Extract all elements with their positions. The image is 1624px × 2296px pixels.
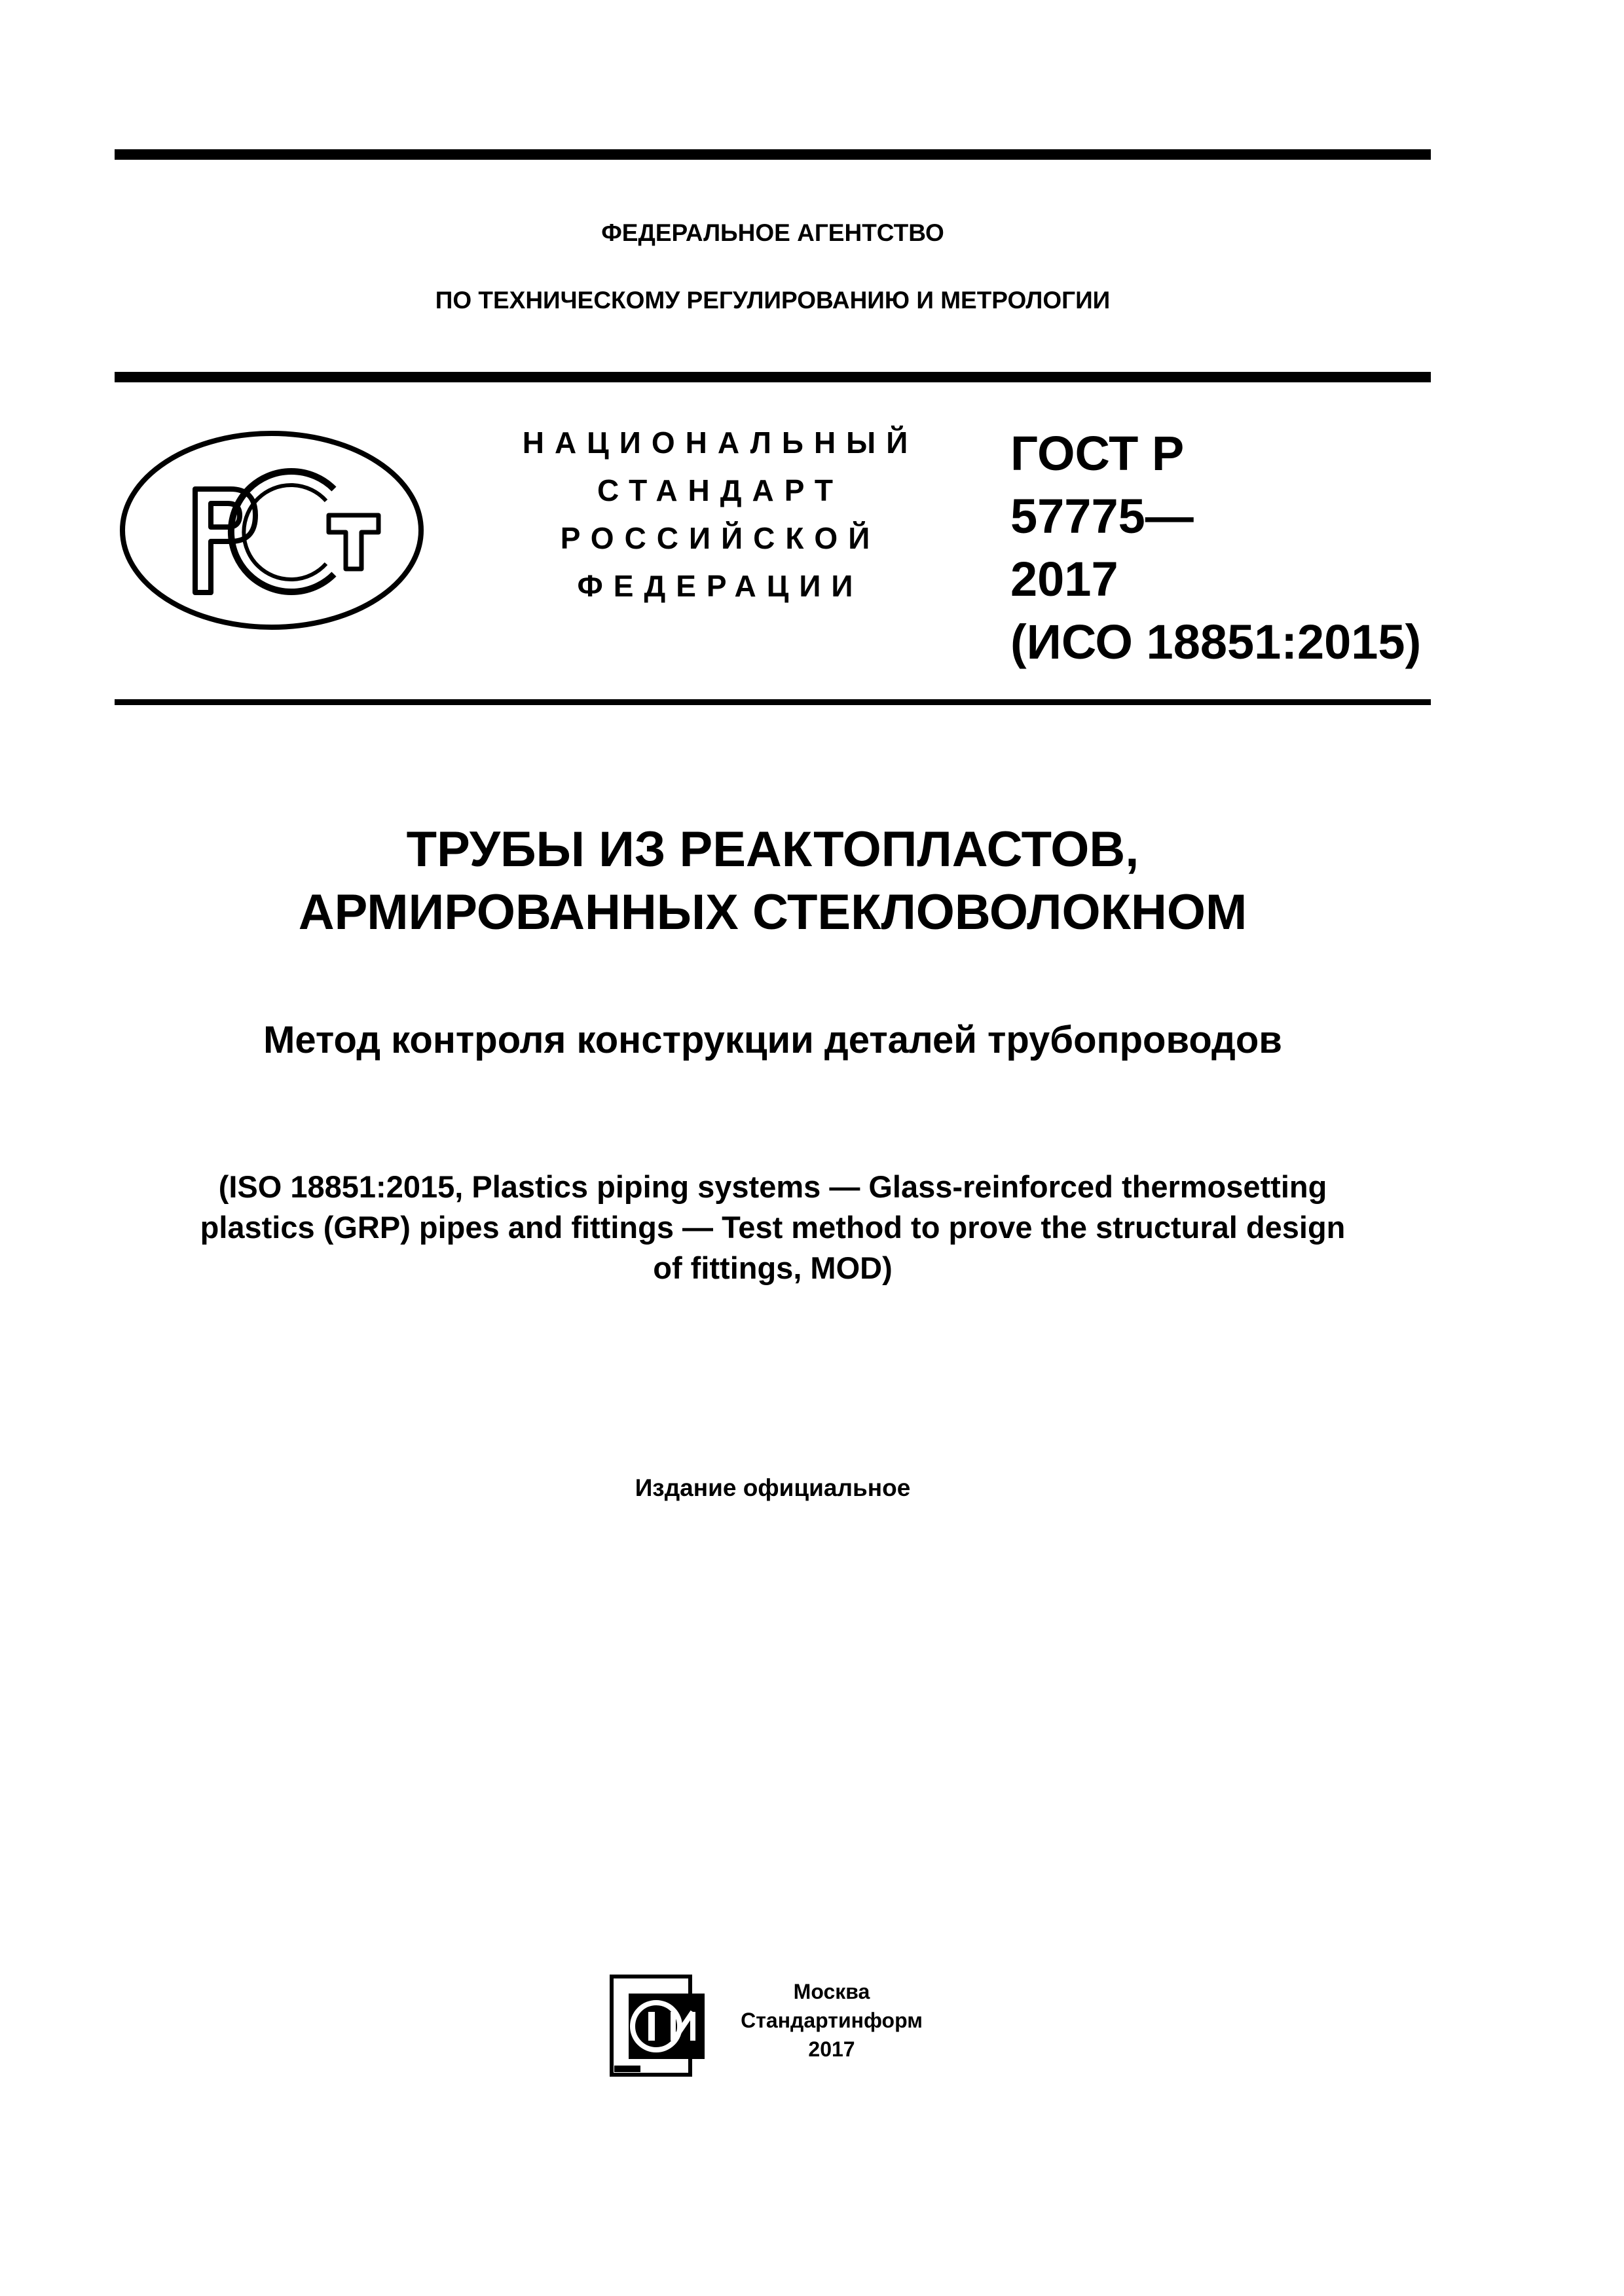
designation-line: (ИСО 18851:2015) (1010, 615, 1422, 669)
publication-year: 2017 (808, 2037, 855, 2061)
designation-line: 57775— (1010, 489, 1194, 543)
national-line: ФЕДЕРАЦИИ (577, 569, 864, 603)
publisher-info (727, 1977, 936, 2064)
standard-designation (1010, 422, 1421, 674)
national-standard-label (498, 419, 943, 610)
iso-reference (115, 1167, 1431, 1288)
document-subtitle: Метод контроля конструкции деталей трубопроводов (263, 1019, 1282, 1061)
national-line: РОССИЙСКОЙ (560, 521, 881, 555)
edition-label: Издание официальное (635, 1474, 911, 1501)
title-line: АРМИРОВАННЫХ СТЕКЛОВОЛОКНОМ (298, 884, 1247, 940)
agency-name-line1: ФЕДЕРАЛЬНОЕ АГЕНТСТВО (601, 219, 944, 246)
iso-reference-line: plastics (GRP) pipes and fittings — Test method to prove the structural design (200, 1210, 1346, 1245)
title-line: ТРУБЫ ИЗ РЕАКТОПЛАСТОВ, (406, 822, 1139, 877)
national-line: НАЦИОНАЛЬНЫЙ (522, 426, 919, 460)
iso-reference-line: of fittings, MOD) (653, 1250, 893, 1285)
designation-line: ГОСТ Р (1010, 426, 1185, 481)
lower-rule (115, 699, 1431, 705)
top-rule (115, 149, 1431, 160)
designation-line: 2017 (1010, 552, 1118, 606)
national-line: СТАНДАРТ (597, 473, 843, 507)
document-title (115, 818, 1431, 944)
iso-reference-line: (ISO 18851:2015, Plastics piping systems — Glass-reinforced thermosetting (218, 1169, 1327, 1204)
publisher-city: Москва (793, 1980, 870, 2003)
middle-rule (115, 372, 1431, 382)
standartinform-logo-icon (609, 1974, 707, 2079)
publisher-name: Стандартинформ (741, 2009, 923, 2032)
agency-name-line2: ПО ТЕХНИЧЕСКОМУ РЕГУЛИРОВАНИЮ И МЕТРОЛОГИИ (435, 287, 1111, 314)
rst-gost-emblem-icon (118, 429, 426, 632)
